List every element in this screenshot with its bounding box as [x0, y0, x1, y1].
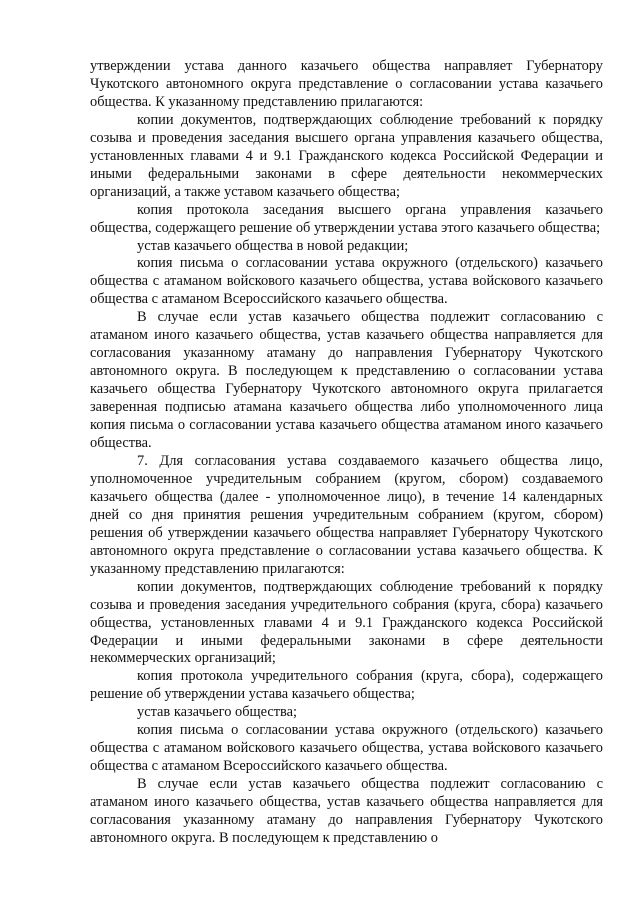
paragraph-body: В случае если устав казачьего общества подлежит согласованию с атаманом иного казачьего общества, устав казачьего общества направляется для согласования указанному атаману до направления Губернатору Чукотского автономного округа. В последующем к представлению о [90, 776, 603, 846]
document-page [90, 58, 603, 848]
paragraph-list-item: копия протокола учредительного собрания (круга, сбора), содержащего решение об утверждении устава казачьего общества; [90, 668, 603, 703]
paragraph-list-item: копии документов, подтверждающих соблюдение требований к порядку созыва и проведения заседания учредительного собрания (круга, сбора) казачьего общества, установленных главами 4 и 9.1 Гражданского кодекса Российской Федерации и иными федеральными законами в сфере деятельности некоммерческих организаций; [90, 578, 603, 667]
paragraph-list-item: копия протокола заседания высшего органа управления казачьего общества, содержащего решение об утверждении устава этого казачьего общества; [90, 201, 603, 236]
paragraph-list-item: устав казачьего общества; [137, 704, 298, 721]
paragraph-body: В случае если устав казачьего общества подлежит согласованию с атаманом иного казачьего общества, устав казачьего общества направляется для согласования указанному атаману до направления Губернатору Чукотского автономного округа. В последующем к представлению о согласовании устава казачьего общества Губернатору Чукотского автономного округа прилагается заверенная подписью атамана казачьего общества либо уполномоченного лица копия письма о согласовании устава казачьего общества атаманом иного казачьего общества. [90, 309, 603, 452]
paragraph-list-item: копия письма о согласовании устава окружного (отдельского) казачьего общества с атаманом войскового казачьего общества, устава войскового казачьего общества с атаманом Всероссийского казачьего общества. [90, 722, 603, 775]
paragraph-continuation: утверждении устава данного казачьего общества направляет Губернатору Чукотского автономного округа представление о согласовании устава казачьего общества. К указанному представлению прилагаются: [90, 58, 603, 110]
paragraph-list-item: копии документов, подтверждающих соблюдение требований к порядку созыва и проведения заседания высшего органа управления казачьего общества, установленных главами 4 и 9.1 Гражданского кодекса Российской Федерации и иными федеральными законами в сфере деятельности некоммерческих организаций, а также уставом казачьего общества; [90, 111, 603, 200]
paragraph-list-item: устав казачьего общества в новой редакции; [137, 237, 409, 254]
paragraph-clause-7: 7. Для согласования устава создаваемого казачьего общества лицо, уполномоченное учредительным собранием (кругом, сбором) создаваемого казачьего общества (далее - уполномоченное лицо), в течение 14 календарных дней со дня принятия решения учредительным собранием (кругом, сбором) решения об утверждении казачьего общества направляет Губернатору Чукотского автономного округа представление о согласовании устава казачьего общества. К указанному представлению прилагаются: [90, 452, 603, 577]
paragraph-list-item: копия письма о согласовании устава окружного (отдельского) казачьего общества с атаманом войскового казачьего общества, устава войскового казачьего общества с атаманом Всероссийского казачьего общества. [90, 255, 603, 308]
